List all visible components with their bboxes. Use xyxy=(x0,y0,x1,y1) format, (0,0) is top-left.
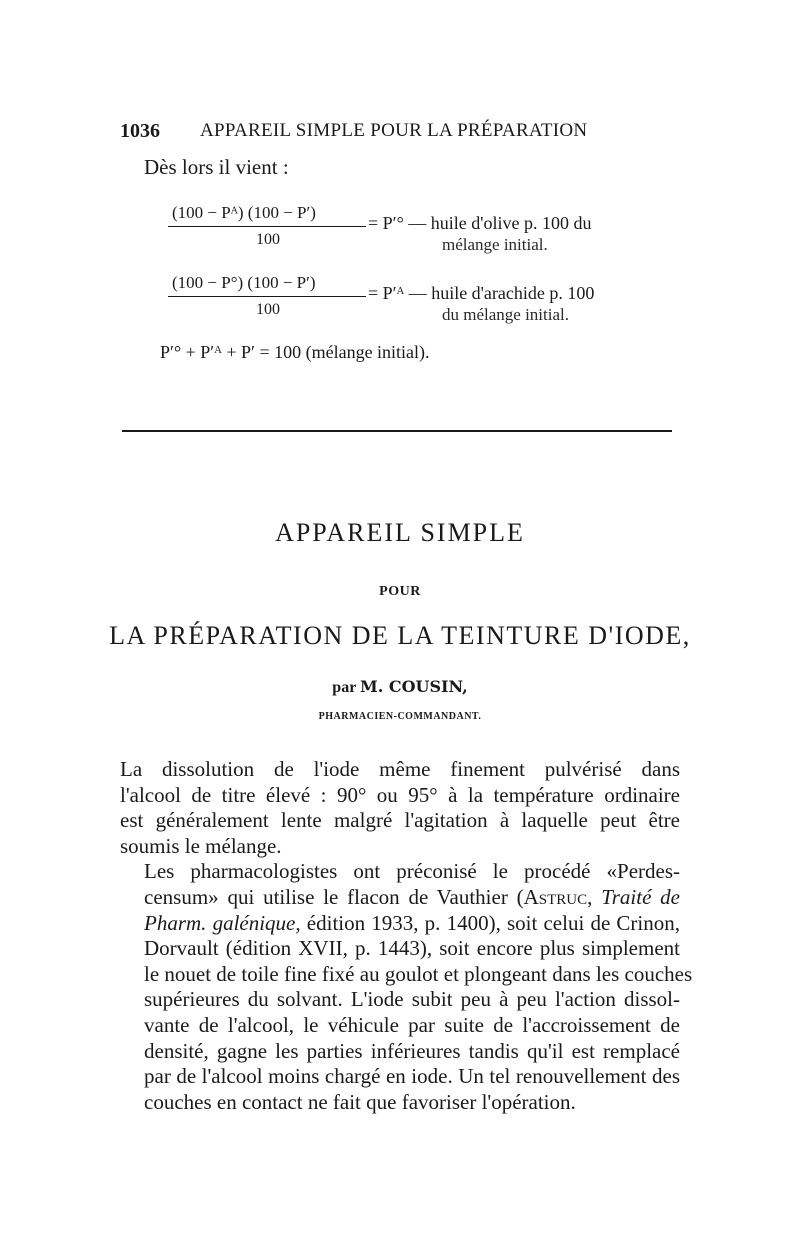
text-line: densité, gagne les parties inférieures tandis qu'il est remplacé xyxy=(144,1038,680,1063)
author-name: M. COUSIN, xyxy=(360,677,468,696)
author-citation: Astruc xyxy=(523,884,588,909)
text-fragment: censum» qui utilise le flacon de Vauthier ( xyxy=(144,884,524,909)
article-title: APPAREIL SIMPLE xyxy=(275,518,525,547)
text-line xyxy=(120,911,680,937)
paragraph-1 xyxy=(120,757,680,859)
article-subtitle: LA PRÉPARATION DE LA TEINTURE D'IODE, xyxy=(109,621,691,650)
text-line: est généralement lente malgré l'agitation à laquelle peut être xyxy=(120,808,680,833)
eq2-note: du mélange initial. xyxy=(442,305,569,324)
equation-sum: P′° + P′ᴬ + P′ = 100 (mélange initial). xyxy=(160,342,430,362)
text-line: La dissolution de l'iode même finement pulvérisé dans xyxy=(120,757,680,781)
eq1-fraction-bar xyxy=(168,226,366,227)
eq2-numerator: (100 − P°) (100 − P′) xyxy=(172,273,316,292)
text-fragment: , xyxy=(587,884,602,909)
author-affiliation: PHARMACIEN-COMMANDANT. xyxy=(318,711,482,722)
text-line: soumis le mélange. xyxy=(120,833,282,858)
text-line: Dorvault (édition XVII, p. 1443), soit encore plus simplement xyxy=(144,936,680,961)
text-line: vante de l'alcool, le véhicule par suite de l'accroissement de xyxy=(144,1012,680,1037)
formula-intro: Dès lors il vient : xyxy=(144,155,289,179)
text-line: supérieures du solvant. L'iode subit peu à peu l'action dissol- xyxy=(144,987,680,1012)
eq1-numerator: (100 − Pᴬ) (100 − P′) xyxy=(172,203,316,222)
text-line: l'alcool de titre élevé : 90° ou 95° à la température ordinaire xyxy=(120,782,680,807)
eq2-fraction-bar xyxy=(168,296,366,297)
eq1-rhs: = P′° — huile d'olive p. 100 du xyxy=(368,213,592,233)
eq1-note: mélange initial. xyxy=(442,235,548,254)
text-line: par de l'alcool moins chargé en iode. Un tel renouvellement des xyxy=(144,1064,680,1089)
text-line: Les pharmacologistes ont préconisé le procédé «Perdes- xyxy=(144,859,680,884)
article-title-connector: POUR xyxy=(379,584,421,599)
book-title: Pharm. galénique, xyxy=(144,910,301,935)
eq2-denominator: 100 xyxy=(256,301,280,318)
book-title: Traité de xyxy=(601,884,681,909)
running-title: APPAREIL SIMPLE POUR LA PRÉPARATION xyxy=(200,120,588,141)
page-number: 1036 xyxy=(120,120,160,142)
byline xyxy=(0,677,800,697)
eq2-rhs: = P′ᴬ — huile d'arachide p. 100 xyxy=(368,283,595,303)
section-divider xyxy=(122,430,672,432)
article-body xyxy=(120,757,693,1115)
paragraph-2 xyxy=(120,859,693,1115)
text-fragment: édition 1933, p. 1400), soit celui de Crinon, xyxy=(300,910,681,935)
text-line: couches en contact ne fait que favoriser l'opération. xyxy=(144,1089,576,1114)
byline-prefix: par xyxy=(332,679,357,696)
eq1-denominator: 100 xyxy=(256,231,280,248)
text-line xyxy=(120,885,680,911)
text-line: le nouet de toile fine fixé au goulot et plongeant dans les couches xyxy=(144,961,693,986)
